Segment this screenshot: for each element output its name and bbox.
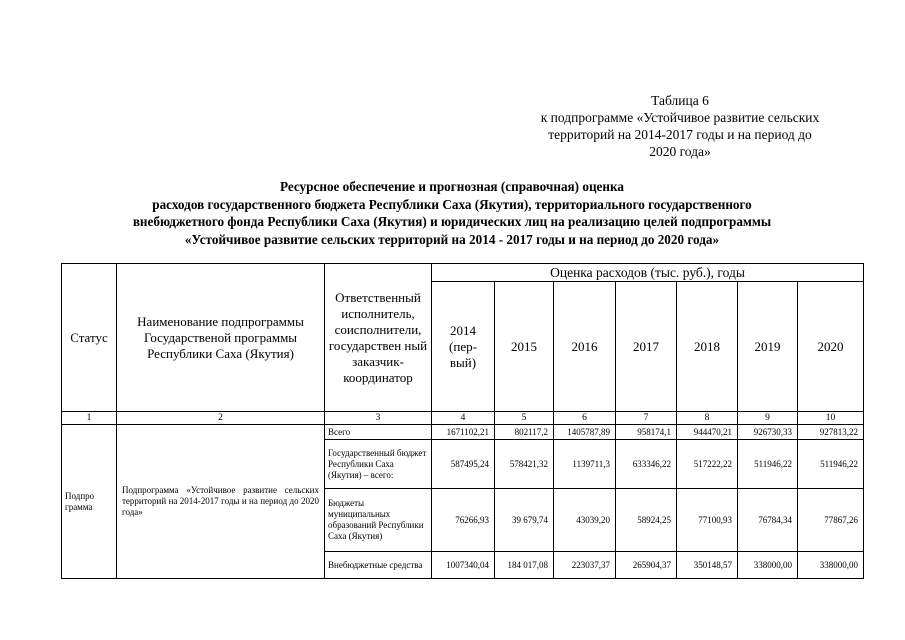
column-number: 6 [554,412,616,425]
column-number: 7 [616,412,677,425]
value-cell: 802117,2 [495,425,554,440]
heading-line-3: внебюджетного фонда Республики Саха (Якутия) и юридических лиц на реализацию целей подпрограммы [132,214,772,229]
column-number: 2 [117,412,325,425]
column-number: 3 [325,412,432,425]
document-heading [60,178,844,248]
value-cell: 77100,93 [677,489,738,552]
budget-table [61,263,864,579]
caption-line-3: территорий на 2014-2017 годы и на период до [548,127,812,142]
funding-source-cell: Государственный бюджет Республики Саха (Якутия) – всего: [325,440,432,489]
column-number: 1 [62,412,117,425]
value-cell: 338000,00 [738,552,798,579]
caption-line-4: 2020 года» [649,144,711,159]
value-cell: 511946,22 [738,440,798,489]
heading-line-2: расходов государственного бюджета Республики Саха (Якутия), территориального государственного [152,196,752,212]
value-cell: 77867,26 [798,489,864,552]
value-cell: 58924,25 [616,489,677,552]
value-cell: 184 017,08 [495,552,554,579]
caption-line-1: Таблица 6 [651,93,709,108]
table-row-total [62,425,864,440]
column-header-year-2018: 2018 [677,282,738,412]
value-cell: 944470,21 [677,425,738,440]
value-cell: 39 679,74 [495,489,554,552]
value-cell: 338000,00 [798,552,864,579]
value-cell: 76784,34 [738,489,798,552]
value-cell: 633346,22 [616,440,677,489]
value-cell: 350148,57 [677,552,738,579]
heading-line-4: «Устойчивое развитие сельских территорий на 2014 - 2017 годы и на период до 2020 года» [184,231,720,247]
column-number: 5 [495,412,554,425]
column-number: 9 [738,412,798,425]
column-header-estimate-group: Оценка расходов (тыс. руб.), годы [432,264,864,282]
heading-line-1: Ресурсное обеспечение и прогнозная (справочная) оценка [279,179,624,194]
caption-line-2: к подпрограмме «Устойчивое развитие сельских [540,110,820,125]
table-caption [520,92,840,160]
status-cell: Подпро грамма [62,425,117,579]
subprogram-name-cell: Подпрограмма «Устойчивое развитие сельских территорий на 2014-2017 годы и на период до 2020 года» [117,425,325,579]
value-cell: 76266,93 [432,489,495,552]
column-header-year-2015: 2015 [495,282,554,412]
column-header-year-2017: 2017 [616,282,677,412]
value-cell: 517222,22 [677,440,738,489]
value-cell: 265904,37 [616,552,677,579]
value-cell: 1139711,3 [554,440,616,489]
column-header-year-2020: 2020 [798,282,864,412]
value-cell: 578421,32 [495,440,554,489]
value-cell: 43039,20 [554,489,616,552]
column-header-executor: Ответственный исполнитель, соисполнители, государствен ный заказчик-координатор [325,264,432,412]
value-cell: 927813,22 [798,425,864,440]
value-cell: 223037,37 [554,552,616,579]
column-header-year-2019: 2019 [738,282,798,412]
value-cell: 511946,22 [798,440,864,489]
value-cell: 1007340,04 [432,552,495,579]
funding-source-cell: Бюджеты муниципальных образований Республики Саха (Якутия) [325,489,432,552]
value-cell: 1671102,21 [432,425,495,440]
column-number: 10 [798,412,864,425]
column-header-year-2016: 2016 [554,282,616,412]
value-cell: 926730,33 [738,425,798,440]
column-header-name: Наименование подпрограммы Государственой программы Республики Саха (Якутия) [117,264,325,412]
header-row-top [62,264,864,282]
column-number-row [62,412,864,425]
value-cell: 958174,1 [616,425,677,440]
value-cell: 1405787,89 [554,425,616,440]
funding-source-cell: Внебюджетные средства [325,552,432,579]
funding-source-cell: Всего [325,425,432,440]
column-number: 4 [432,412,495,425]
value-cell: 587495,24 [432,440,495,489]
column-number: 8 [677,412,738,425]
column-header-year-2014: 2014 (пер-вый) [432,282,495,412]
column-header-status: Статус [62,264,117,412]
